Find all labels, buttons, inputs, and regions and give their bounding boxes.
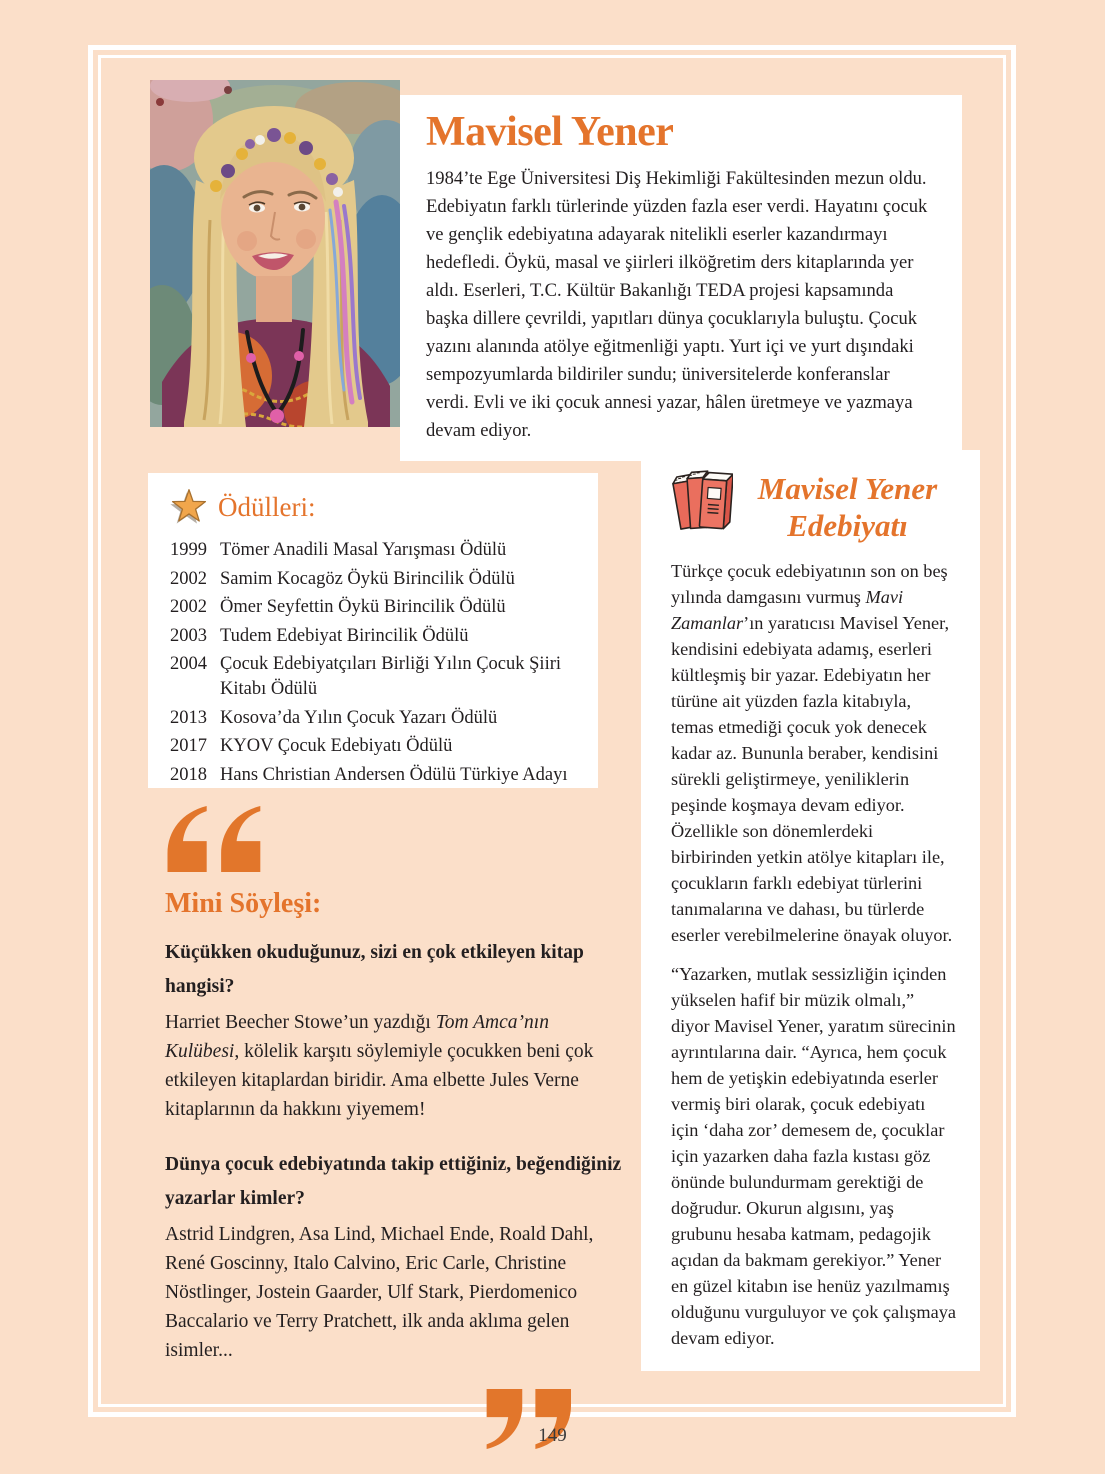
answer-text: , kölelik karşıtı söylemiyle çocukken beni çok etkileyen kitaplardan biridir. Ama elbette Jules Verne kitaplarının da hakkını yiyemem! [165,1041,594,1120]
award-year: 1999 [170,540,207,560]
award-name: KYOV Çocuk Edebiyatı Ödülü [220,736,453,756]
paragraph-book-title: Mavi Zamanlar [671,587,904,633]
award-year: 2013 [170,707,207,728]
award-year: 2018 [170,764,207,785]
quote-open-icon [165,806,269,872]
literature-header [671,466,956,544]
mini-interview-section [165,806,623,1449]
award-name: Ömer Seyfettin Öykü Birincilik Ödülü [220,597,506,617]
award-year: 2002 [170,597,207,617]
award-name: Tömer Anadili Masal Yarışması Ödülü [220,540,507,560]
author-photo [150,80,400,427]
award-name: Tudem Edebiyat Birincilik Ödülü [220,625,469,646]
books-icon [671,466,733,534]
star-icon [170,488,208,526]
literature-title-line1: Mavisel Yener [757,471,938,506]
award-name: Hans Christian Andersen Ödülü Türkiye Adayı [220,764,568,785]
award-year: 2004 [170,654,207,674]
interview-answer: Astrid Lindgren, Asa Lind, Michael Ende, Roald Dahl, René Goscinny, Italo Calvino, Eric Carle, Christine Nöstlinger, Jostein Gaarder, Ulf Stark, Pierdomenico Baccalario ve Terry Pratchett, ilk anda aklıma gelen isimler... [165,1224,594,1361]
awards-box [148,473,598,788]
interview-qa [165,936,623,1124]
awards-title: Ödülleri: [218,491,316,522]
literature-paragraph-2: “Yazarken, mutlak sessizliğin içinden yükselen hafif bir müzik olmalı,” diyor Mavisel Yener, yaratım sürecinin ayrıntılarına dair. “Ayrıca, hem çocuk hem de yetişkin edebiyatında eserler vermiş biri olarak, çocuk edebiyatı için ‘daha zor’ demesem de, çocuklar için yazarken daha fazla kıstası göz önünde bulundurmam gerektiği de doğrudur. Okurun algısını, yaş grubunu hesaba katmam, pedagojik açıdan da bakmam gerekiyor.” Yener en güzel kitabın ise henüz yazılmamış olduğunu vurguluyor ve çok çalışmaya devam ediyor. [671,964,956,1348]
awards-header [170,488,580,526]
author-bio-text: 1984’te Ege Üniversitesi Diş Hekimliği Fakültesinden mezun oldu. Edebiyatın farklı türlerinde yüzden fazla eser verdi. Hayatını çocuk ve gençlik edebiyatına adayarak nitelikli eserler kazandırmayı hedefledi. Öykü, masal ve şiirleri ilköğretim ders kitaplarında yer aldı. Eserleri, T.C. Kültür Bakanlığı TEDA projesi kapsamında başka dillere çevrildi, yapıtları dünya çocuklarıyla buluştu. Çocuk yazını alanında atölye eğitmenliği yaptı. Yurt içi ve yurt dışındaki sempozyumlarda bildiriler sundu; üniversitelerde konferanslar verdi. Evli ve iki çocuk annesi yazar, hâlen üretmeye ve yazmaya devam ediyor. [426,168,928,442]
literature-title [739,466,956,544]
award-year: 2002 [170,568,207,589]
literature-paragraph-1 [671,558,956,948]
award-name: Samim Kocagöz Öykü Birincilik Ödülü [220,568,515,589]
literature-box [641,450,980,1371]
answer-text: Harriet Beecher Stowe’un yazdığı [165,1012,436,1033]
interview-qa [165,1148,623,1365]
answer-book-title: Tom Amca’nın Kulübesi [165,1012,549,1062]
paragraph-text: ’ın yaratıcısı Mavisel Yener, kendisini edebiyata adamış, eserleri kültleşmiş bir yazar. Edebiyatın her türüne ait yüzden fazla kitabıyla, temas etmediği çocuk yok denecek kadar az. Bununla beraber, kendisini sürekli geliştirmeye, yeniliklerin peşinde koşmaya devam ediyor. Özellikle son dönemlerdeki birbirinden yetkin atölye kitapları ile, çocukların farklı edebiyat türlerini tanımalarına ve dahası, bu türlerde eserler verebilmelerine önayak oluyor. [671,613,953,945]
award-year: 2003 [170,625,207,646]
literature-title-line2: Edebiyatı [787,508,908,543]
author-photo-illustration [150,80,400,427]
award-name: Çocuk Edebiyatçıları Birliği Yılın Çocuk Şiiri Kitabı Ödülü [220,654,562,699]
paragraph-text: Türkçe çocuk edebiyatının son on beş yılında damgasını vurmuş [671,561,948,607]
interview-title: Mini Söyleşi: [165,888,322,919]
award-year: 2017 [170,736,207,756]
interview-question: Dünya çocuk edebiyatında takip ettiğiniz, beğendiğiniz yazarlar kimler? [165,1154,622,1209]
awards-list [170,538,580,788]
interview-question: Küçükken okuduğunuz, sizi en çok etkileyen kitap hangisi? [165,942,584,997]
author-bio-box [400,95,962,461]
award-name: Kosova’da Yılın Çocuk Yazarı Ödülü [220,707,498,728]
page-number: 149 [538,1425,567,1446]
author-name-title: Mavisel Yener [426,109,674,155]
interview-answer [165,1008,623,1124]
